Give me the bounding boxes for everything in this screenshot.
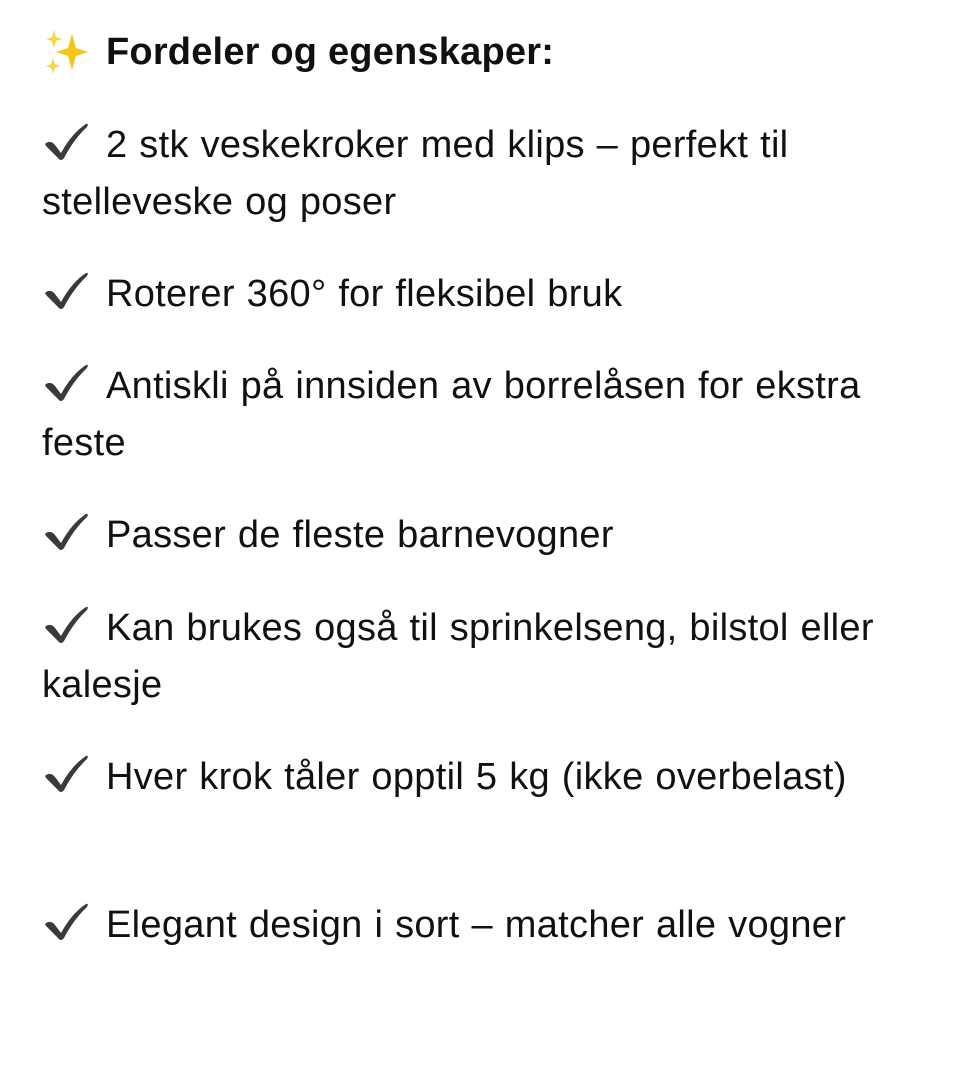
feature-item-other-uses <box>42 600 922 714</box>
feature-item-text: 2 stk veskekroker med klips – perfekt til stelleveske og poser <box>42 124 789 223</box>
sparkles-icon <box>42 28 92 76</box>
features-heading-text: Fordeler og egenskaper: <box>106 30 555 73</box>
check-mark-icon <box>42 511 90 551</box>
check-mark-icon <box>42 270 90 310</box>
feature-item-rotation <box>42 266 922 323</box>
feature-item-text: Passer de fleste barnevogner <box>106 514 614 556</box>
check-mark-icon <box>42 604 90 644</box>
feature-item-text: Kan brukes også til sprinkelseng, bilstol eller kalesje <box>42 607 874 706</box>
feature-item-fits-strollers <box>42 507 922 564</box>
feature-item-text: Antiskli på innsiden av borrelåsen for ekstra feste <box>42 365 861 464</box>
feature-item-text: Roterer 360° for fleksibel bruk <box>106 273 623 315</box>
feature-item-load-capacity <box>42 749 922 806</box>
feature-item-text: Elegant design i sort – matcher alle vogner <box>106 904 847 946</box>
check-mark-icon <box>42 753 90 793</box>
feature-item-hooks <box>42 117 922 231</box>
check-mark-icon <box>42 121 90 161</box>
feature-item-anti-slip <box>42 358 922 472</box>
features-heading <box>42 22 554 82</box>
check-mark-icon <box>42 901 90 941</box>
feature-item-design <box>42 897 922 954</box>
feature-item-text: Hver krok tåler opptil 5 kg (ikke overbelast) <box>106 756 847 798</box>
check-mark-icon <box>42 362 90 402</box>
